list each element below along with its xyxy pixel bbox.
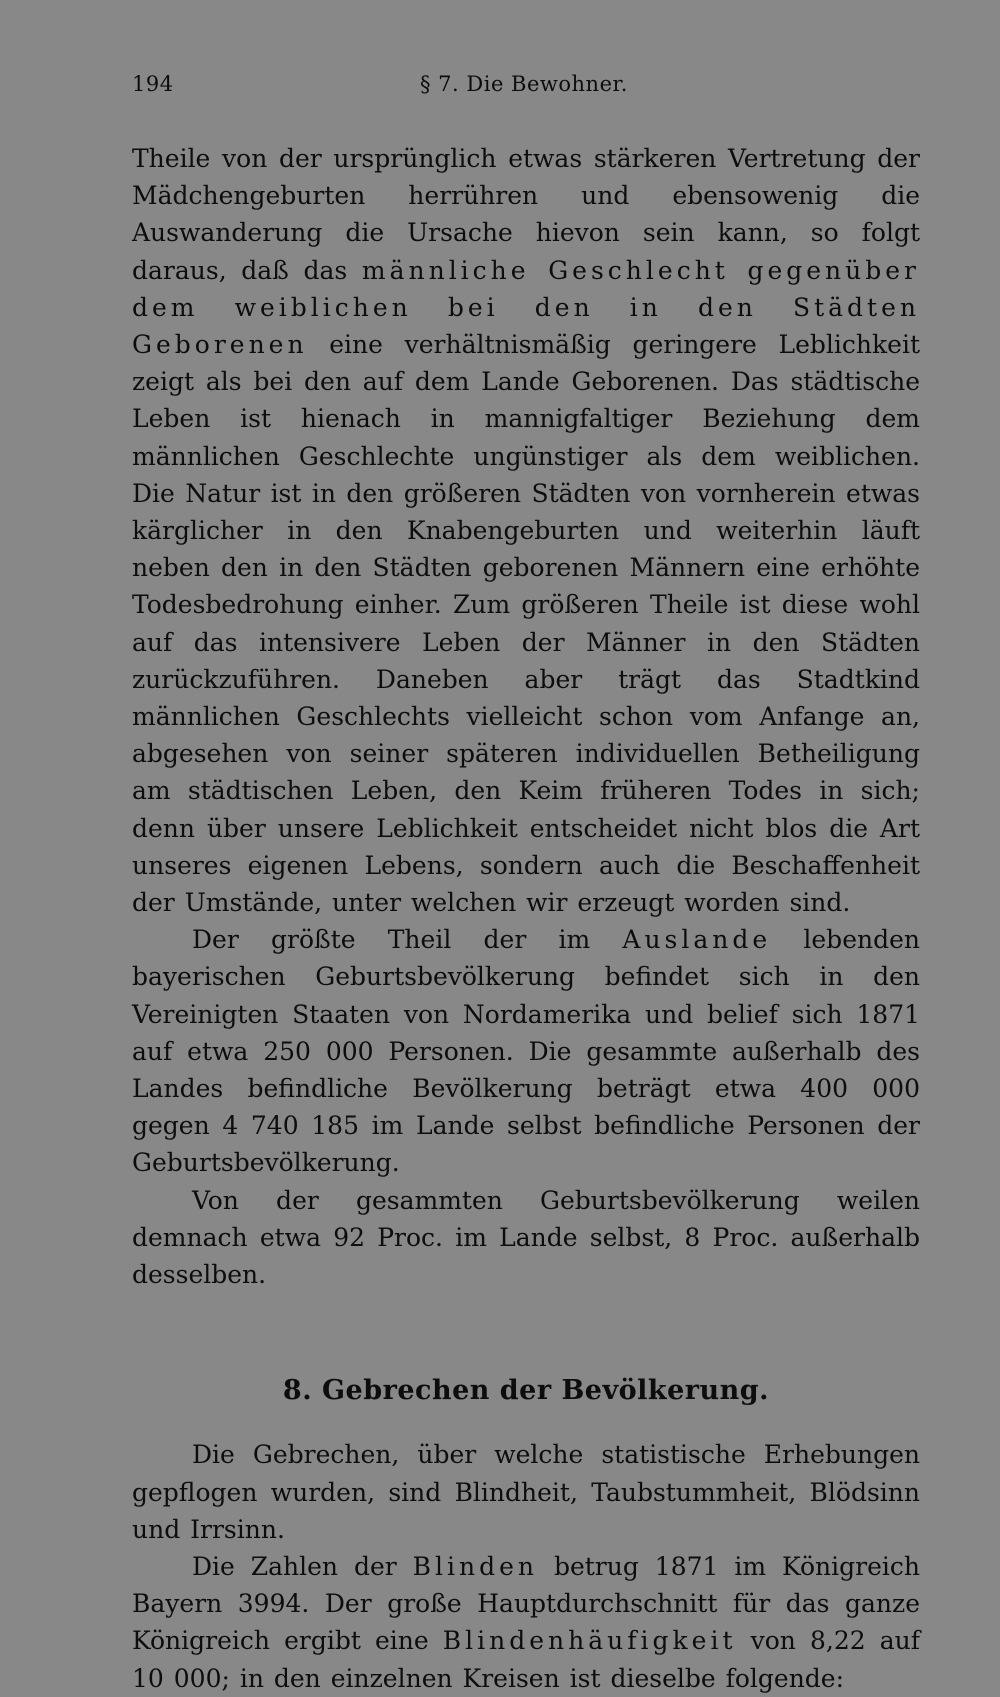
paragraph bbox=[132, 1436, 920, 1548]
text-run: Die Zahlen der bbox=[192, 1551, 413, 1581]
text-run: Theile von der ursprünglich etwas stärkeren Vertretung der Mädchengeburten herrühren und ebensowenig die Auswanderung die Ursache hievon sein kann, so folgt daraus, daß das bbox=[132, 144, 920, 285]
spaced-emphasis: Blinden bbox=[412, 1551, 539, 1581]
body-text bbox=[132, 140, 920, 1697]
text-run: betrug 1871 im Königreich Bayern 3994. Der große Hauptdurchschnitt für das ganze Königreich ergibt eine bbox=[132, 1551, 920, 1656]
paragraph bbox=[132, 1182, 920, 1294]
spaced-emphasis: männliche Geschlecht gegenüber dem weiblichen bei den in den Städten Geborenen bbox=[132, 255, 921, 360]
text-run: eine verhältnismäßig geringere Leblichkeit zeigt als bei den auf dem Lande Geborenen. Das städtische Leben ist hienach in mannigfaltiger Beziehung dem männlichen Geschlechte ungünstiger als dem weiblichen. Die Natur ist in den größeren Städten von vornherein etwas kärglicher in den Knabengeburten und weiterhin läuft neben den in den Städten geborenen Männern eine erhöhte Todesbedrohung einher. Zum größeren Theile ist diese wohl auf das intensivere Leben der Männer in den Städten zurückzuführen. Daneben aber trägt das Stadtkind männlichen Geschlechts vielleicht schon vom Anfange an, abgesehen von seiner späteren individuellen Betheiligung am städtischen Leben, den Keim früheren Todes in sich; denn über unsere Leblichkeit entscheidet nicht blos die Art unseres eigenen Lebens, sondern auch die Beschaffenheit der Umstände, unter welchen wir erzeugt worden sind. bbox=[132, 330, 920, 918]
paragraph bbox=[132, 1548, 920, 1697]
text-run: Der größte Theil der im bbox=[192, 925, 623, 955]
text-run: lebenden bayerischen Geburtsbevölkerung befindet sich in den Vereinigten Staaten von Nordamerika und belief sich 1871 auf etwa 250 000 Personen. Die gesammte außerhalb des Landes befindliche Bevölkerung beträgt etwa 400 000 gegen 4 740 185 im Lande selbst befindliche Personen der Geburtsbevölkerung. bbox=[132, 925, 920, 1178]
book-page bbox=[132, 72, 920, 1697]
spaced-emphasis: Blindenhäufigkeit bbox=[442, 1626, 737, 1656]
section-heading: 8. Gebrechen der Bevölkerung. bbox=[282, 1375, 770, 1407]
paragraph bbox=[132, 921, 920, 1181]
text-run: von 8,22 auf 10 000; in den einzelnen Kreisen ist dieselbe folgende: bbox=[132, 1626, 920, 1693]
paragraph bbox=[132, 140, 920, 921]
running-title: § 7. Die Bewohner. bbox=[420, 72, 628, 96]
page-number: 194 bbox=[132, 72, 174, 96]
text-run: Von der gesammten Geburtsbevölkerung weilen demnach etwa 92 Proc. im Lande selbst, 8 Proc. außerhalb desselben. bbox=[132, 1185, 920, 1290]
spaced-emphasis: Auslande bbox=[622, 925, 772, 955]
text-run: Die Gebrechen, über welche statistische Erhebungen gepflogen wurden, sind Blindheit, Taubstummheit, Blödsinn und Irrsinn. bbox=[132, 1440, 920, 1544]
running-head bbox=[132, 72, 920, 112]
